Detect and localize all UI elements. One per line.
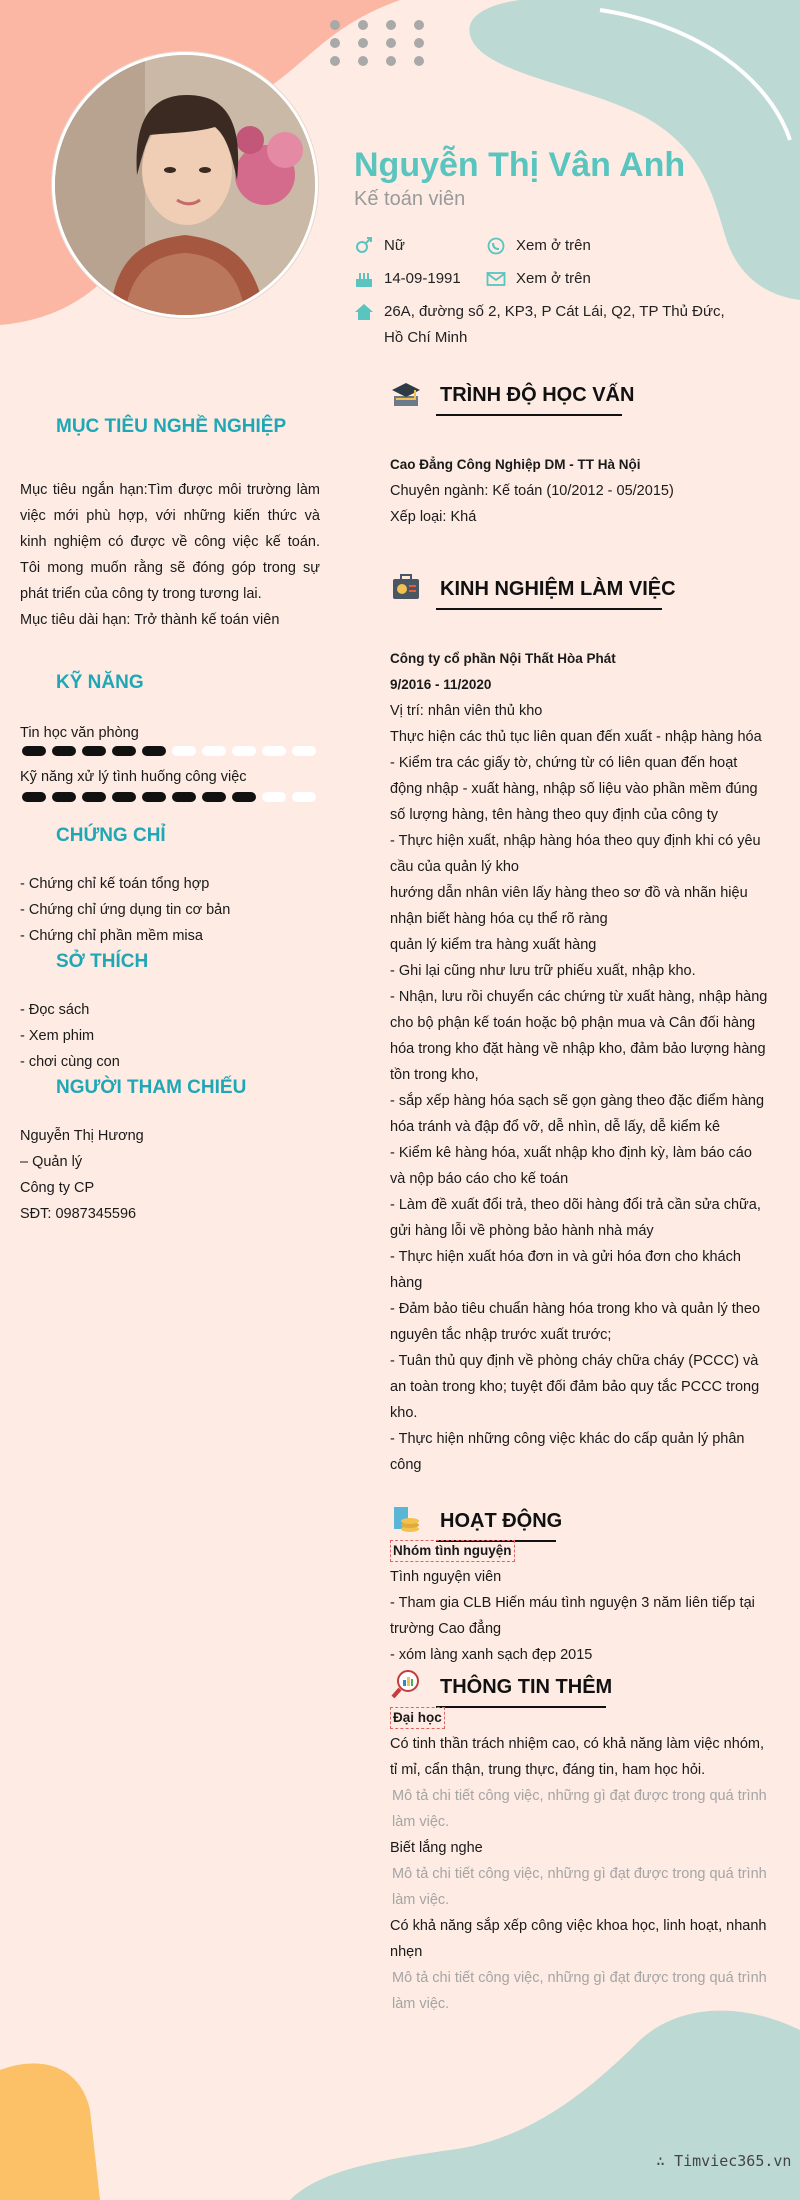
candidate-name: Nguyễn Thị Vân Anh <box>354 146 686 184</box>
work-position: Vị trí: nhân viên thủ kho <box>390 703 543 719</box>
extra-item: Có tinh thần trách nhiệm cao, có khả năng làm việc nhóm, tỉ mỉ, cẩn thận, trung thực, đáng tin, ham học hỏi. <box>390 1736 764 1778</box>
hobby-item: - Đọc sách <box>20 1002 90 1018</box>
skill-segment <box>52 792 76 802</box>
email-row <box>486 266 646 292</box>
skill-segment <box>202 792 226 802</box>
certificates-list <box>20 871 320 949</box>
address-row <box>354 299 754 351</box>
activity-item: - Tham gia CLB Hiến máu tình nguyện 3 năm liên tiếp tại trường Cao đẳng <box>390 1595 755 1637</box>
skill-segment <box>82 792 106 802</box>
skill-segment <box>172 746 196 756</box>
duty-item: - sắp xếp hàng hóa sạch sẽ gọn gàng theo đặc điểm hàng hóa tránh và đập đổ vỡ, dễ nhìn, dễ lấy, dễ kiểm kê <box>390 1093 765 1135</box>
duty-item: - Đảm bảo tiêu chuẩn hàng hóa trong kho và quản lý theo nguyên tắc nhập trước xuất trước; <box>390 1301 761 1343</box>
brand-mark-icon: ∴ <box>656 2152 675 2170</box>
skill-segment <box>172 792 196 802</box>
certificates-heading: CHỨNG CHỈ <box>56 825 166 846</box>
certificate-item: - Chứng chỉ ứng dụng tin cơ bản <box>20 902 231 918</box>
gender-icon <box>354 237 374 255</box>
objective-heading: MỤC TIÊU NGHỀ NGHIỆP <box>56 416 287 437</box>
duty-item: - Nhận, lưu rồi chuyển các chứng từ xuất hàng, nhập hàng cho bộ phận kế toán hoặc bộ phận mua và Cân đối hàng hóa trong kho đặt hàng về nhập kho, đảm bảo lượng hàng tồn trong kho, <box>390 989 768 1083</box>
gender-row <box>354 233 474 259</box>
reference-role: – Quản lý <box>20 1154 83 1170</box>
skill-segment <box>262 746 286 756</box>
references-list <box>20 1123 320 1227</box>
activity-group-tag: Nhóm tình nguyện <box>390 1540 515 1562</box>
extra-block <box>390 1705 770 2017</box>
skill-segment <box>22 746 46 756</box>
hobbies-list <box>20 997 320 1075</box>
avatar <box>52 52 318 318</box>
birthday-value: 14-09-1991 <box>384 270 461 287</box>
skill-segment <box>112 746 136 756</box>
certificate-item: - Chứng chỉ kế toán tổng hợp <box>20 876 210 892</box>
extra-note: Mô tả chi tiết công việc, những gì đạt được trong quá trình làm việc. <box>392 1866 767 1908</box>
duty-item: - Thực hiện xuất, nhập hàng hóa theo quy định khi có yêu cầu của quản lý kho <box>390 833 761 875</box>
reference-name: Nguyễn Thị Hương <box>20 1128 144 1144</box>
skill-label: Tin học văn phòng <box>20 725 139 741</box>
skill-segment <box>22 792 46 802</box>
duty-item: - Làm đề xuất đổi trả, theo dõi hàng đổi trả cần sửa chữa, gửi hàng lỗi về phòng bảo hành nhà máy <box>390 1197 761 1239</box>
objective-short: Mục tiêu ngắn hạn:Tìm được môi trường làm việc mới phù hợp, với những kiến thức và kinh nghiệm có được về công việc kế toán. Tôi mong muốn rằng sẽ đóng góp trong sự phát triển của công ty trong tương lai. <box>20 482 320 602</box>
work-period: 9/2016 - 11/2020 <box>390 677 492 692</box>
education-block <box>390 452 770 530</box>
phone-row <box>486 233 646 259</box>
school-name: Cao Đẳng Công Nghiệp DM - TT Hà Nội <box>390 457 641 472</box>
cake-icon <box>354 270 374 288</box>
skill-segment <box>232 792 256 802</box>
experience-heading: KINH NGHIỆM LÀM VIỆC <box>440 578 676 600</box>
company-name: Công ty cổ phần Nội Thất Hòa Phát <box>390 651 616 666</box>
address-line1: 26A, đường số 2, KP3, P Cát Lái, Q2, TP Thủ Đức, <box>384 303 725 320</box>
decorative-dots <box>330 20 430 70</box>
coins-icon <box>390 1503 422 1535</box>
extra-item: Có khả năng sắp xếp công việc khoa học, linh hoạt, nhanh nhẹn <box>390 1918 767 1960</box>
activity-item: - xóm làng xanh sạch đẹp 2015 <box>390 1647 593 1663</box>
education-grade: Xếp loại: Khá <box>390 509 477 525</box>
graduation-cap-icon <box>390 378 422 410</box>
skill-segment <box>292 746 316 756</box>
extra-tag: Đại học <box>390 1707 445 1729</box>
hobby-item: - chơi cùng con <box>20 1054 120 1070</box>
envelope-icon <box>486 270 506 288</box>
skill-bar-office <box>20 745 320 757</box>
duty-item: hướng dẫn nhân viên lấy hàng theo sơ đồ và nhãn hiệu nhận biết hàng hóa cụ thể rõ ràng <box>390 885 748 927</box>
reference-company: Công ty CP <box>20 1180 95 1196</box>
duty-item: Thực hiện các thủ tục liên quan đến xuất - nhập hàng hóa <box>390 729 762 745</box>
experience-block <box>390 646 770 1478</box>
skill-segment <box>142 746 166 756</box>
education-major: Chuyên ngành: Kế toán (10/2012 - 05/2015) <box>390 483 674 499</box>
gender-value: Nữ <box>384 237 405 254</box>
birthday-row <box>354 266 474 292</box>
duty-item: - Tuân thủ quy định về phòng cháy chữa cháy (PCCC) và an toàn trong kho; tuyệt đối đảm bảo quy tắc PCCC trong kho. <box>390 1353 760 1421</box>
skills-heading: KỸ NĂNG <box>56 672 144 693</box>
briefcase-icon <box>390 571 422 603</box>
activity-role: Tình nguyện viên <box>390 1569 502 1585</box>
education-heading: TRÌNH ĐỘ HỌC VẤN <box>440 384 635 406</box>
phone-icon <box>486 237 506 255</box>
brand-watermark <box>656 2152 791 2170</box>
brand-text: Timviec365.vn <box>674 2152 792 2170</box>
address-line2: Hồ Chí Minh <box>384 329 468 346</box>
duty-item: - Kiểm kê hàng hóa, xuất nhập kho định kỳ, làm báo cáo và nộp báo cáo cho kế toán <box>390 1145 752 1187</box>
activities-heading: HOẠT ĐỘNG <box>440 1510 563 1532</box>
skill-label: Kỹ năng xử lý tình huống công việc <box>20 769 247 785</box>
hobbies-heading: SỞ THÍCH <box>56 951 149 972</box>
magnifier-chart-icon <box>390 1668 422 1700</box>
skill-segment <box>112 792 136 802</box>
duty-item: - Thực hiện xuất hóa đơn in và gửi hóa đơn cho khách hàng <box>390 1249 741 1291</box>
skill-segment <box>52 746 76 756</box>
activities-block <box>390 1538 770 1668</box>
heading-underline <box>436 414 622 416</box>
extra-item: Biết lắng nghe <box>390 1840 483 1856</box>
skill-segment <box>82 746 106 756</box>
skill-segment <box>292 792 316 802</box>
extra-note: Mô tả chi tiết công việc, những gì đạt được trong quá trình làm việc. <box>392 1788 767 1830</box>
certificate-item: - Chứng chỉ phần mềm misa <box>20 928 203 944</box>
phone-value: Xem ở trên <box>516 237 591 254</box>
references-heading: NGƯỜI THAM CHIẾU <box>56 1077 247 1098</box>
duty-item: - Thực hiện những công việc khác do cấp quản lý phân công <box>390 1431 745 1473</box>
skill-segment <box>202 746 226 756</box>
job-title: Kế toán viên <box>354 188 466 210</box>
extra-heading: THÔNG TIN THÊM <box>440 1676 613 1698</box>
skill-segment <box>262 792 286 802</box>
reference-phone: SĐT: 0987345596 <box>20 1206 137 1222</box>
skill-bar-problem-solving <box>20 791 320 803</box>
duty-item: - Kiểm tra các giấy tờ, chứng từ có liên quan đến hoạt động nhập - xuất hàng, nhập số liệu vào phần mềm đúng số lượng hàng, tên hàng theo quy định của công ty <box>390 755 758 823</box>
hobby-item: - Xem phim <box>20 1028 95 1044</box>
skill-segment <box>142 792 166 802</box>
heading-underline <box>436 608 662 610</box>
extra-note: Mô tả chi tiết công việc, những gì đạt được trong quá trình làm việc. <box>392 1970 767 2012</box>
skill-segment <box>232 746 256 756</box>
objective-text <box>20 477 320 633</box>
home-icon <box>354 303 374 321</box>
email-value: Xem ở trên <box>516 270 591 287</box>
duty-item: - Ghi lại cũng như lưu trữ phiếu xuất, nhập kho. <box>390 963 696 979</box>
duty-item: quản lý kiểm tra hàng xuất hàng <box>390 937 597 953</box>
objective-long: Mục tiêu dài hạn: Trở thành kế toán viên <box>20 612 280 628</box>
